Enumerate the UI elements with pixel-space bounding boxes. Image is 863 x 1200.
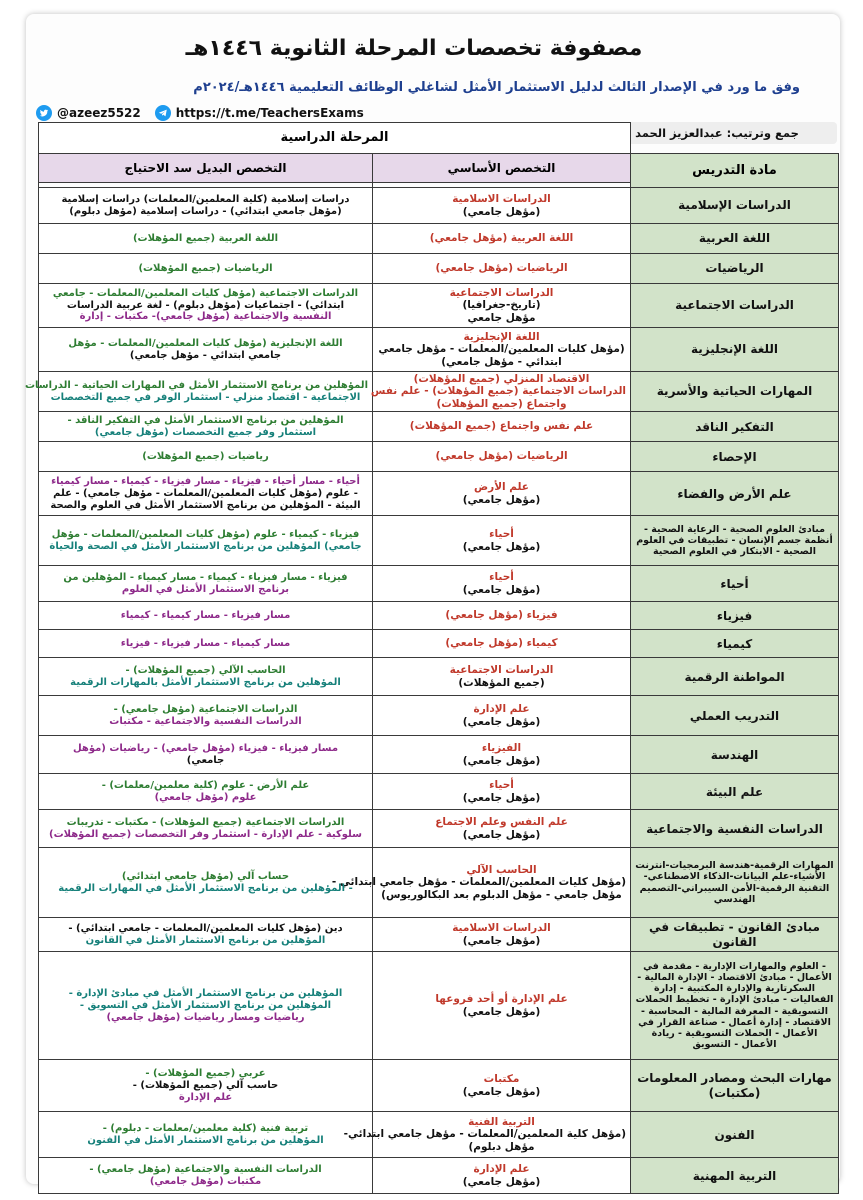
- alternative-specialization-line: الرياضيات (جميع المؤهلات): [138, 262, 273, 274]
- alternative-specialization-line: المؤهلين من برنامج الاستثمار الأمثل في القانون: [85, 934, 326, 946]
- alternative-specialization-line: علم الأرض - علوم (كلية معلمين/معلمات) -: [101, 779, 310, 791]
- basic-specialization-cell: [373, 658, 631, 696]
- basic-specialization-line: الفيزياء: [481, 742, 522, 755]
- basic-specialization-line: علم النفس وعلم الاجتماع: [435, 816, 568, 829]
- alternative-specialization-line: حساب آلي (مؤهل جامعي ابتدائي): [121, 870, 290, 882]
- alternative-specialization-cell: [39, 516, 373, 566]
- basic-specialization-cell: [373, 736, 631, 774]
- alternative-specialization-line: فيزياء - مسار فيزياء - كيمياء - مسار كيمياء - المؤهلين من: [63, 571, 348, 583]
- alternative-specialization-line: برنامج الاستثمار الأمثل في العلوم: [121, 583, 290, 595]
- compiler-credit: جمع وترتيب: عبدالعزيز الحمد: [597, 122, 837, 144]
- basic-specialization-cell: [373, 1158, 631, 1194]
- table-row: [39, 658, 839, 696]
- alternative-specialization-cell: [39, 188, 373, 224]
- basic-specialization-line: (مؤهل جامعي): [462, 754, 541, 767]
- basic-specialization-line: التربية الفنية: [468, 1116, 535, 1129]
- basic-specialization-line: الاقتصاد المنزلي (جميع المؤهلات): [413, 373, 590, 385]
- subject-cell: أحياء: [631, 566, 839, 602]
- table-row: [39, 284, 839, 328]
- basic-specialization-line: الرياضيات (مؤهل جامعي): [435, 450, 568, 463]
- page-subtitle: وفق ما ورد في الإصدار الثالث لدليل الاستثمار الأمثل لشاغلي الوظائف التعليمية ١٤٤٦هـ/٢٠٢٤م: [193, 80, 800, 95]
- table-row: [39, 516, 839, 566]
- telegram-contact[interactable]: [155, 105, 364, 121]
- alternative-specialization-line: استثمار وفر جميع التخصصات (مؤهل جامعي): [94, 426, 317, 438]
- basic-specialization-cell: [343, 1112, 631, 1158]
- basic-specialization-line: أحياء: [489, 571, 514, 584]
- basic-specialization-line: الحاسب الآلي: [466, 864, 537, 877]
- alternative-specialization-line: علوم (مؤهل جامعي): [154, 791, 257, 803]
- basic-specialization-line: (مؤهل جامعي): [462, 540, 541, 553]
- alternative-specialization-line: المؤهلين من برنامج الاستثمار الأمثل في المهارات الحياتية - الدراسات: [24, 379, 368, 391]
- basic-specialization-cell: [373, 188, 631, 224]
- alternative-specialization-cell: [39, 1112, 373, 1158]
- subject-cell: علم البيئة: [631, 774, 839, 810]
- basic-specialization-line: الدراسات الاجتماعية: [449, 286, 554, 299]
- alternative-specialization-line: جامعي) المؤهلين من برنامج الاستثمار الأمثل في الصحة والحياة: [49, 540, 362, 552]
- table-row: [39, 630, 839, 658]
- alternative-specialization-cell: [39, 412, 373, 442]
- basic-specialization-cell: [373, 952, 631, 1060]
- basic-specialization-line: الدراسات الاسلامية: [452, 922, 551, 935]
- basic-specialization-cell: [373, 412, 631, 442]
- basic-specialization-line: الدراسات الاجتماعية (جميع المؤهلات) - علم نفس: [370, 385, 626, 398]
- basic-specialization-cell: [373, 918, 631, 952]
- table-row: [39, 848, 839, 918]
- subject-cell: الهندسة: [631, 736, 839, 774]
- alternative-specialization-line: الدراسات النفسية والاجتماعية - مكتبات: [109, 715, 302, 727]
- alternative-specialization-cell: [39, 630, 373, 658]
- basic-specialization-line: علم الأرض: [474, 481, 529, 494]
- subject-cell: الدراسات النفسية والاجتماعية: [631, 810, 839, 848]
- page-title: مصفوفة تخصصات المرحلة الثانوية ١٤٤٦هـ: [185, 36, 643, 61]
- alternative-specialization-line: النفسية والاجتماعية (مؤهل جامعي)- مكتبات - إدارة: [79, 311, 332, 323]
- table-row: [39, 224, 839, 254]
- subject-cell: الدراسات الإسلامية: [631, 188, 839, 224]
- table-row: [39, 810, 839, 848]
- basic-specialization-cell: [373, 810, 631, 848]
- alternative-specialization-cell: [39, 1060, 373, 1112]
- basic-specialization-line: (مؤهل جامعي): [462, 1005, 541, 1018]
- telegram-icon: [155, 105, 171, 121]
- telegram-link: https://t.me/TeachersExams: [175, 106, 364, 120]
- alternative-specialization-line: دين (مؤهل كليات المعلمين/المعلمات - جامعي ابتدائي) -: [68, 922, 343, 934]
- alternative-specialization-line: الدراسات النفسية والاجتماعية (مؤهل جامعي) -: [89, 1163, 322, 1175]
- basic-specialization-line: فيزياء (مؤهل جامعي): [445, 609, 558, 622]
- alternative-specialization-line: الدراسات الاجتماعية (مؤهل كليات المعلمين/المعلمات - جامعي: [52, 287, 359, 299]
- basic-specialization-cell: [373, 254, 631, 284]
- subject-cell: المواطنة الرقمية: [631, 658, 839, 696]
- table-row: [39, 328, 839, 372]
- subject-cell: اللغة العربية: [631, 224, 839, 254]
- basic-specialization-line: مؤهل جامعي - مؤهل الدبلوم بعد البكالوريوس): [381, 888, 622, 901]
- basic-specialization-header: التخصص الأساسي: [373, 154, 631, 183]
- basic-specialization-cell: [373, 1060, 631, 1112]
- basic-specialization-line: واجتماع (جميع المؤهلات): [436, 397, 567, 410]
- basic-specialization-line: (مؤهل كليات المعلمين/المعلمات - مؤهل جامعي ابتدائي -: [331, 876, 626, 889]
- alternative-specialization-line: تربية فنية (كلية معلمين/معلمات - دبلوم) -: [102, 1122, 309, 1134]
- subject-cell: كيمياء: [631, 630, 839, 658]
- basic-specialization-line: (مؤهل جامعي): [462, 934, 541, 947]
- alternative-specialization-line: - علوم (مؤهل كليات المعلمين/المعلمات - مؤهل جامعي) - علم: [53, 487, 358, 499]
- basic-specialization-line: أحياء: [489, 528, 514, 541]
- table-row: [39, 442, 839, 472]
- basic-specialization-line: مؤهل جامعي: [467, 311, 536, 324]
- subject-cell: فيزياء: [631, 602, 839, 630]
- subject-cell: علم الأرض والفضاء: [631, 472, 839, 516]
- subject-cell: الدراسات الاجتماعية: [631, 284, 839, 328]
- subject-cell: مبادئ العلوم الصحية - الرعاية الصحية - أنظمة جسم الإنسان - تطبيقات في العلوم الصحية - الابتكار في العلوم الصحية: [631, 516, 839, 566]
- basic-specialization-line: (تاريخ-جغرافيا): [462, 299, 541, 312]
- alternative-specialization-cell: [39, 1158, 373, 1194]
- alternative-specialization-line: دراسات إسلامية (كلية المعلمين/المعلمات) دراسات إسلامية: [61, 193, 350, 205]
- basic-specialization-line: (مؤهل جامعي): [462, 828, 541, 841]
- basic-specialization-line: الدراسات الاجتماعية: [449, 664, 554, 677]
- alternative-specialization-cell: [39, 284, 373, 328]
- alternative-specialization-line: رياضيات ومسار رياضيات (مؤهل جامعي): [106, 1011, 305, 1023]
- subject-cell: الرياضيات: [631, 254, 839, 284]
- basic-specialization-line: اللغة العربية (مؤهل جامعي): [429, 232, 574, 245]
- contacts-bar: [36, 103, 378, 123]
- table-row: [39, 1060, 839, 1112]
- basic-specialization-cell: [373, 566, 631, 602]
- alternative-specialization-line: البيئة - المؤهلين من برنامج الاستثمار الأمثل في العلوم والصحة: [50, 499, 361, 511]
- alternative-specialization-cell: [39, 736, 373, 774]
- basic-specialization-line: مؤهل دبلوم): [468, 1140, 535, 1153]
- table-row: [39, 696, 839, 736]
- alternative-specialization-cell: [39, 566, 373, 602]
- basic-specialization-line: (مؤهل جامعي): [462, 493, 541, 506]
- basic-specialization-line: اللغة الإنجليزية: [463, 330, 540, 343]
- alternative-specialization-cell: [39, 602, 373, 630]
- alternative-specialization-cell: [24, 372, 373, 412]
- alternative-specialization-cell: [39, 848, 373, 918]
- alternative-specialization-cell: [39, 918, 373, 952]
- alternative-specialization-line: جامعي): [186, 754, 225, 766]
- alternative-specialization-line: أحياء - مسار أحياء - فيزياء - مسار فيزياء - كيمياء - مسار كيمياء: [51, 475, 360, 487]
- basic-specialization-line: كيمياء (مؤهل جامعي): [445, 637, 558, 650]
- basic-specialization-line: (مؤهل جامعي): [462, 1085, 541, 1098]
- alternative-specialization-line: مكتبات (مؤهل جامعي): [149, 1175, 262, 1187]
- basic-specialization-cell: [373, 442, 631, 472]
- basic-specialization-cell: [373, 696, 631, 736]
- basic-specialization-line: علم نفس واجتماع (جميع المؤهلات): [409, 420, 594, 433]
- subject-cell: التدريب العملي: [631, 696, 839, 736]
- basic-specialization-cell: [331, 848, 631, 918]
- alternative-specialization-line: (مؤهل جامعي ابتدائي) - دراسات إسلامية (مؤهل دبلوم): [69, 205, 342, 217]
- subject-cell: التفكير الناقد: [631, 412, 839, 442]
- alternative-specialization-line: حاسب آلي (جميع المؤهلات) -: [132, 1079, 279, 1091]
- specialization-matrix: [24, 122, 839, 1194]
- alternative-specialization-line: رياضيات (جميع المؤهلات): [142, 450, 269, 462]
- alternative-specialization-header: التخصص البديل سد الاحتياج: [39, 154, 373, 183]
- alternative-specialization-cell: [39, 658, 373, 696]
- basic-specialization-cell: [373, 328, 631, 372]
- alternative-specialization-cell: [39, 774, 373, 810]
- alternative-specialization-cell: [39, 328, 373, 372]
- alternative-specialization-line: الحاسب الآلي (جميع المؤهلات) -: [125, 664, 286, 676]
- basic-specialization-cell: [373, 224, 631, 254]
- basic-specialization-line: (مؤهل جامعي): [462, 583, 541, 596]
- alternative-specialization-cell: [39, 810, 373, 848]
- basic-specialization-line: الرياضيات (مؤهل جامعي): [435, 262, 568, 275]
- subject-cell: الإحصاء: [631, 442, 839, 472]
- basic-specialization-line: (مؤهل جامعي): [462, 205, 541, 218]
- basic-specialization-cell: [373, 472, 631, 516]
- stage-header-row: [39, 123, 839, 154]
- basic-specialization-line: (مؤهل كليات المعلمين/المعلمات - مؤهل جامعي: [378, 343, 625, 356]
- alternative-specialization-line: اللغة الإنجليزية (مؤهل كليات المعلمين/المعلمات - مؤهل: [68, 337, 343, 349]
- basic-specialization-line: (مؤهل جامعي): [462, 1175, 541, 1188]
- table-row: [39, 1158, 839, 1194]
- subject-cell: المهارات الرقمية-هندسة البرمجيات-انترنت الأشياء-علم البيانات-الذكاء الاصطناعي-التقنية الرقمية-الأمن السيبراني-التصميم الهندسي: [631, 848, 839, 918]
- subject-cell: مهارات البحث ومصادر المعلومات (مكتبات): [631, 1060, 839, 1112]
- subject-cell: اللغة الإنجليزية: [631, 328, 839, 372]
- subject-cell: مبادئ القانون - تطبيقات في القانون: [631, 918, 839, 952]
- alternative-specialization-cell: [39, 224, 373, 254]
- alternative-specialization-cell: [39, 254, 373, 284]
- subject-header: مادة التدريس: [631, 154, 839, 188]
- table-row: [39, 372, 839, 412]
- basic-specialization-cell: [373, 630, 631, 658]
- table-row: [39, 952, 839, 1060]
- alternative-specialization-line: مسار كيمياء - مسار فيزياء - فيزياء: [120, 637, 291, 649]
- alternative-specialization-line: مسار فيزياء - فيزياء (مؤهل جامعي) - رياضيات (مؤهل: [72, 742, 339, 754]
- alternative-specialization-line: الاجتماعية - اقتصاد منزلي - استثمار الوفر في جميع التخصصات: [50, 391, 361, 403]
- alternative-specialization-line: جامعي ابتدائي - مؤهل جامعي): [129, 349, 282, 361]
- subject-cell: المهارات الحياتية والأسرية: [631, 372, 839, 412]
- alternative-specialization-cell: [39, 696, 373, 736]
- alternative-specialization-cell: [39, 472, 373, 516]
- alternative-specialization-line: علم الإدارة: [178, 1091, 233, 1103]
- basic-specialization-line: (جميع المؤهلات): [458, 676, 545, 689]
- table-row: [39, 774, 839, 810]
- alternative-specialization-line: المؤهلين من برنامج الاستثمار الأمثل في مبادئ الإدارة -: [68, 987, 343, 999]
- alternative-specialization-line: المؤهلين من برنامج الاستثمار الأمثل بالمهارات الرقمية: [70, 676, 341, 688]
- table-row: [39, 472, 839, 516]
- alternative-specialization-line: المؤهلين من برنامج الاستثمار الأمثل في التسويق -: [79, 999, 332, 1011]
- alternative-specialization-cell: [39, 442, 373, 472]
- basic-specialization-line: الدراسات الاسلامية: [452, 193, 551, 206]
- table-row: [39, 566, 839, 602]
- alternative-specialization-line: الدراسات الاجتماعية (جميع المؤهلات) - مكتبات - تدريبات: [66, 816, 345, 828]
- alternative-specialization-line: مسار فيزياء - مسار كيمياء - كيمياء: [120, 609, 291, 621]
- basic-specialization-cell: [373, 602, 631, 630]
- table-row: [39, 918, 839, 952]
- table-row: [39, 254, 839, 284]
- basic-specialization-line: (مؤهل جامعي): [462, 791, 541, 804]
- alternative-specialization-line: - المؤهلين من برنامج الاستثمار الأمثل في المهارات الرقمية: [58, 882, 353, 894]
- basic-specialization-line: مكتبات: [483, 1073, 520, 1086]
- alternative-specialization-line: المؤهلين من برنامج الاستثمار الأمثل في التفكير الناقد -: [67, 414, 344, 426]
- stage-header: المرحلة الدراسية: [39, 123, 631, 154]
- column-header-row: [39, 154, 839, 183]
- table-row: [39, 602, 839, 630]
- twitter-icon: [36, 105, 52, 121]
- alternative-specialization-line: اللغة العربية (جميع المؤهلات): [132, 232, 279, 244]
- basic-specialization-cell: [373, 516, 631, 566]
- alternative-specialization-line: المؤهلين من برنامج الاستثمار الأمثل في الفنون: [87, 1134, 324, 1146]
- subject-cell: - العلوم والمهارات الإدارية - مقدمة في الأعمال - مبادئ الاقتصاد - الإدارة المالية - السكرتارية والإدارة المكتبية - إدارة الفعاليات - مبادئ الإدارة - تخطيط الحملات التسويقية - المعرفة المالية - المحاسبة - الاقتصاد - إدارة أعمال - صناعة القرار في الأعمال - الحملات التسويقية - ريادة الأعمال - التسويق: [631, 952, 839, 1060]
- basic-specialization-cell: [370, 372, 631, 412]
- table-row: [39, 1112, 839, 1158]
- alternative-specialization-line: عربي (جميع المؤهلات) -: [145, 1067, 266, 1079]
- basic-specialization-cell: [373, 774, 631, 810]
- basic-specialization-cell: [373, 284, 631, 328]
- alternative-specialization-line: ابتدائي) - اجتماعيات (مؤهل دبلوم) - لغة عربية الدراسات: [66, 299, 345, 311]
- basic-specialization-line: (مؤهل جامعي): [462, 715, 541, 728]
- table-row: [39, 412, 839, 442]
- alternative-specialization-cell: [39, 952, 373, 1060]
- twitter-handle: @azeez5522: [57, 106, 141, 120]
- alternative-specialization-line: فيزياء - كيمياء - علوم (مؤهل كليات المعلمين/المعلمات - مؤهل: [51, 528, 360, 540]
- basic-specialization-line: علم الإدارة أو أحد فروعها: [435, 993, 568, 1006]
- subject-cell: الفنون: [631, 1112, 839, 1158]
- basic-specialization-line: (مؤهل كلية المعلمين/المعلمات - مؤهل جامعي ابتدائي-: [343, 1128, 626, 1141]
- alternative-specialization-line: سلوكية - علم الإدارة - استثمار وفر التخصصات (جميع المؤهلات): [49, 828, 362, 840]
- basic-specialization-line: أحياء: [489, 779, 514, 792]
- alternative-specialization-line: الدراسات الاجتماعية (مؤهل جامعي) -: [113, 703, 298, 715]
- table-row: [39, 188, 839, 224]
- twitter-contact[interactable]: [36, 105, 141, 121]
- basic-specialization-line: علم الإدارة: [473, 1163, 530, 1176]
- basic-specialization-line: ابتدائي - مؤهل جامعي): [441, 355, 562, 368]
- basic-specialization-line: علم الإدارة: [473, 703, 530, 716]
- table-row: [39, 736, 839, 774]
- subject-cell: التربية المهنية: [631, 1158, 839, 1194]
